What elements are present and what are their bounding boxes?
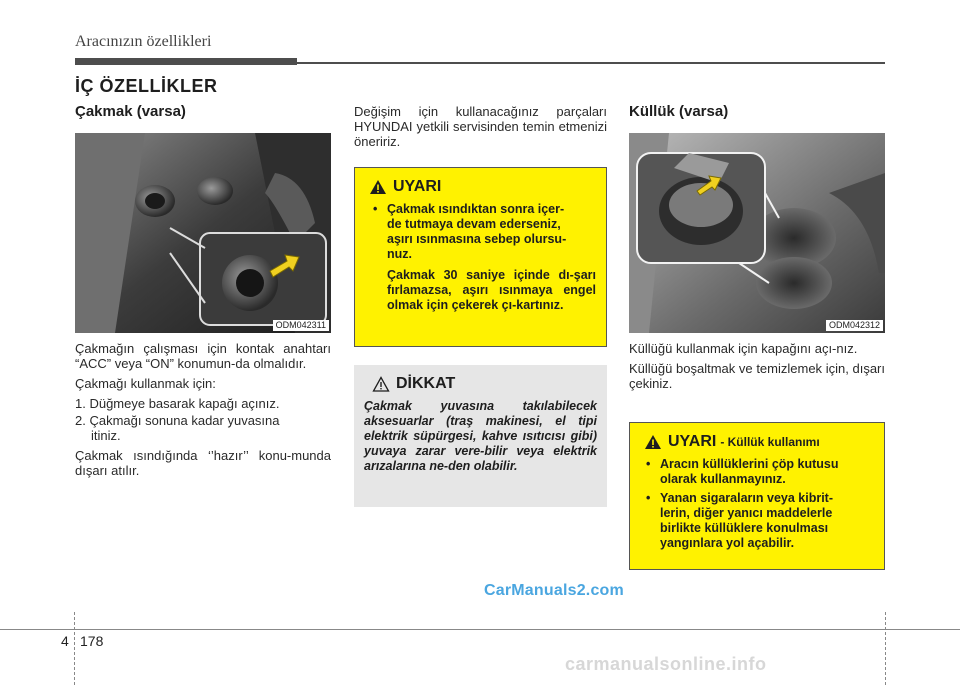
ashtray-warning-bullet-1: • Aracın küllüklerini çöp kutusu [638, 457, 876, 472]
ashtray-photo-image [629, 133, 885, 333]
header-rule [297, 62, 885, 64]
warning-line-4: nuz. [387, 247, 412, 261]
lighter-warning-box [354, 167, 607, 347]
lighter-para-3: Çakmak ısındığında ‘’hazır’’ konu-munda dışarı atılır. [75, 448, 331, 478]
lighter-photo-code: ODM042311 [273, 320, 329, 331]
ashtray-warning-bullet-2-cont-a: lerin, diğer yanıcı maddelerle [660, 506, 833, 520]
lighter-caution-box [354, 365, 607, 507]
lighter-step-2-cont: itiniz. [91, 428, 121, 443]
replacement-note: Değişim için kullanacağınız parçaları HYUNDAI yetkili servisinden temin etmenizi öneririz. [354, 104, 607, 149]
ashtray-warning-bullet-2-cont-c: yangınlara yol açabilir. [660, 536, 795, 550]
running-header: Aracınızın özellikleri [75, 33, 212, 50]
carmanuals-watermark: CarManuals2.com [484, 582, 624, 599]
warning-heading [369, 178, 596, 196]
lighter-instructions [75, 341, 331, 478]
ashtray-warning-subtitle: - Küllük kullanımı [720, 435, 820, 449]
ashtray-warning-box [629, 422, 885, 570]
warning-title: UYARI [393, 178, 442, 195]
caution-text: Çakmak yuvasına takılabilecek aksesuarlar (traş makinesi, el tipi elektrik süpürgesi, kahve ısıtıcısı gibi) yuvaya zarar vere-bilir veya elektrik arızalarına ne-den olabilir. [364, 399, 597, 473]
caution-title: DİKKAT [396, 375, 456, 392]
ashtray-para-2: Küllüğü boşaltmak ve temizlemek için, dışarı çekiniz. [629, 361, 885, 391]
lighter-para-2: Çakmağı kullanmak için: [75, 376, 216, 391]
warning-line-2: de tutmaya devam ederseniz, [387, 217, 561, 231]
ashtray-warning-title: UYARI [668, 433, 717, 450]
ashtray-para-1: Küllüğü kullanmak için kapağını açı-nız. [629, 341, 858, 356]
ashtray-warning-heading [644, 433, 876, 451]
lighter-photo-image [75, 133, 331, 333]
warning-paragraph: Çakmak 30 saniye içinde dı-şarı fırlamazsa, aşırı ısınmaya engel olmak için çekerek çı-kartınız. [387, 268, 596, 312]
right-column [629, 104, 885, 119]
warning-line-3: aşırı ısınmasına sebep olursu- [387, 232, 567, 246]
caution-heading [372, 375, 597, 393]
lighter-para-1: Çakmağın çalışması için kontak anahtarı “ACC” veya “ON” konumun-da olmalıdır. [75, 341, 331, 371]
crop-mark-left [74, 612, 75, 685]
ashtray-photo [629, 133, 885, 333]
ashtray-warning-bullet-2: • Yanan sigaraların veya kibrit- [638, 491, 876, 506]
warning-bullet: • Çakmak ısındıktan sonra içer- [365, 202, 596, 217]
crop-mark-right [885, 612, 886, 685]
ashtray-photo-code: ODM042312 [826, 320, 883, 331]
caution-triangle-icon [372, 376, 390, 392]
page-number: 178 [80, 633, 104, 649]
chapter-number: 4 [61, 633, 69, 649]
lighter-heading: Çakmak (varsa) [75, 103, 186, 120]
ashtray-heading: Küllük (varsa) [629, 103, 729, 120]
carmanualsonline-watermark: carmanualsonline.info [565, 654, 767, 674]
ashtray-warning-bullet-2-cont-b: birlikte küllüklere konulması [660, 521, 829, 535]
warning-triangle-icon [644, 434, 662, 450]
lighter-photo [75, 133, 331, 333]
lighter-step-2: 2. Çakmağı sonuna kadar yuvasına [75, 413, 280, 428]
ashtray-warning-bullet-1-cont: olarak kullanmayınız. [660, 472, 786, 486]
lighter-step-1: 1. Düğmeye basarak kapağı açınız. [75, 396, 280, 411]
warning-triangle-icon [369, 179, 387, 195]
ashtray-instructions [629, 341, 885, 391]
section-title: İÇ ÖZELLİKLER [75, 76, 218, 96]
left-column [75, 104, 331, 119]
header-bar [75, 58, 297, 65]
footer-rule [0, 629, 960, 630]
